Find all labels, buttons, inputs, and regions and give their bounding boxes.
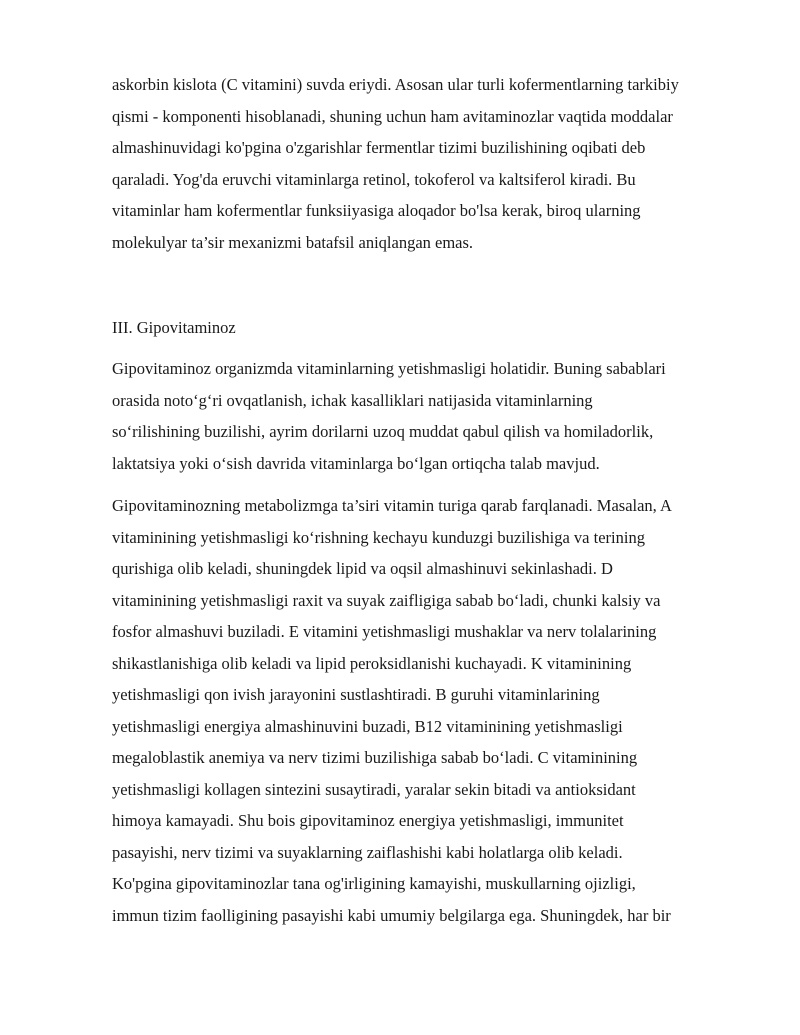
text-line: orasida noto‘g‘ri ovqatlanish, ichak kasalliklari natijasida vitaminlarning — [112, 390, 593, 410]
text-line: megaloblastik anemiya va nerv tizimi buzilishiga sabab bo‘ladi. C vitaminining — [112, 748, 638, 767]
text-line: immun tizim faolligining pasayishi kabi umumiy belgilarga ega. Shuningdek, har bir — [112, 905, 671, 925]
text-line: himoya kamayadi. Shu bois gipovitaminoz energiya yetishmasligi, immunitet — [112, 811, 624, 830]
text-line: yetishmasligi kollagen sintezini susaytiradi, yaralar sekin bitadi va antioksidant — [112, 779, 636, 799]
text-line: so‘rilishining buzilishi, ayrim dorilarni uzoq muddat qabul qilish va homiladorlik, — [112, 422, 654, 441]
text-line: vitaminlar ham kofermentlar funksiiyasiga aloqador bo'lsa kerak, biroq ularning — [112, 201, 641, 220]
text-line: qurishiga olib keladi, shuningdek lipid va oqsil almashinuvi sekinlashadi. D — [112, 559, 613, 578]
paragraph-2 — [112, 353, 762, 479]
heading-text: III. Gipovitaminoz — [112, 318, 236, 337]
text-line: Ko'pgina gipovitaminozlar tana og'irligining kamayishi, muskullarning ojizligi, — [112, 874, 636, 893]
text-line: askorbin kislota (C vitamini) suvda eriydi. Asosan ular turli kofermentlarning tarkibiy — [112, 75, 679, 94]
text-line: molekulyar ta’sir mexanizmi batafsil aniqlangan emas. — [112, 232, 474, 252]
text-line: laktatsiya yoki o‘sish davrida vitaminlarga bo‘lgan ortiqcha talab mavjud. — [112, 453, 600, 473]
text-line: vitaminining yetishmasligi raxit va suyak zaifligiga sabab bo‘ladi, chunki kalsiy va — [112, 590, 661, 610]
text-line: qismi - komponenti hisoblanadi, shuning uchun ham avitaminozlar vaqtida moddalar — [112, 106, 673, 126]
text-line: shikastlanishiga olib keladi va lipid peroksidlanishi kuchayadi. K vitaminining — [112, 653, 632, 673]
text-line: qaraladi. Yog'da eruvchi vitaminlarga retinol, tokoferol va kaltsiferol kiradi. Bu — [112, 169, 636, 189]
text-line: yetishmasligi qon ivish jarayonini sustlashtiradi. B guruhi vitaminlarining — [112, 685, 600, 704]
text-line: Gipovitaminoz organizmda vitaminlarning yetishmasligi holatidir. Buning sabablari — [112, 359, 666, 378]
text-line: Gipovitaminozning metabolizmga ta’siri vitamin turiga qarab farqlanadi. Masalan, A — [112, 496, 672, 515]
paragraph-3 — [112, 490, 762, 931]
paragraph-1 — [112, 69, 762, 258]
section-heading — [112, 312, 762, 344]
text-line: pasayishi, nerv tizimi va suyaklarning zaiflashishi kabi holatlarga olib keladi. — [112, 842, 623, 862]
text-line: fosfor almashuvi buziladi. E vitamini yetishmasligi mushaklar va nerv tolalarining — [112, 622, 657, 641]
text-line: vitaminining yetishmasligi ko‘rishning kechayu kunduzgi buzilishiga va terining — [112, 527, 645, 547]
text-line: almashinuvidagi ko'pgina o'zgarishlar fermentlar tizimi buzilishining oqibati deb — [112, 138, 646, 157]
text-line: yetishmasligi energiya almashinuvini buzadi, B12 vitaminining yetishmasligi — [112, 716, 623, 736]
